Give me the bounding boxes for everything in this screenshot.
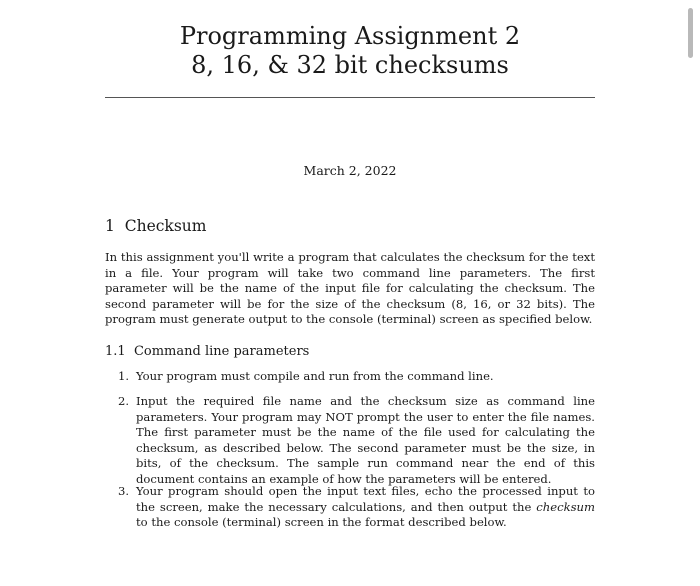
document-title bbox=[0, 22, 700, 80]
title-line-1: Programming Assignment 2 bbox=[179, 22, 521, 50]
list-item-text: Your program must compile and run from the command line. bbox=[136, 369, 494, 383]
list-item bbox=[105, 369, 595, 385]
subsection-title: Command line parameters bbox=[133, 344, 310, 359]
list-item-number: 1. bbox=[118, 369, 130, 383]
title-divider bbox=[105, 97, 595, 98]
list-item bbox=[105, 394, 595, 488]
list-item bbox=[105, 484, 595, 531]
section-paragraph: In this assignment you'll write a program that calculates the checksum for the text in a file. Your program will take two command line parameters. The first parameter will be the name of the input file for calculating the checksum. The second parameter will be for the size of the checksum (8, 16, or 32 bits). The program must generate output to the console (terminal) screen as specified below. bbox=[105, 250, 595, 327]
list-item-text-start: Your program should open the input text files, echo the processed input to the screen, make the necessary calculations, and then output the bbox=[136, 484, 595, 514]
list-item-text: Input the required file name and the checksum size as command line parameters. Your program may NOT prompt the user to enter the file names. The first parameter must be the name of the file used for calculating the checksum, as described below. The second parameter must be the size, in bits, of the checksum. The sample run command near the end of this document contains an example of how the parameters will be entered. bbox=[136, 394, 595, 486]
subsection-heading bbox=[105, 344, 309, 359]
section-heading bbox=[105, 217, 206, 235]
section-number: 1 bbox=[105, 217, 115, 235]
list-item-number: 3. bbox=[118, 484, 130, 498]
list-item-number: 2. bbox=[118, 394, 130, 408]
list-item-text-end: to the console (terminal) screen in the format described below. bbox=[136, 515, 507, 530]
list-item-text bbox=[136, 484, 595, 531]
document-date: March 2, 2022 bbox=[303, 163, 397, 178]
section-title: Checksum bbox=[124, 217, 207, 235]
subsection-number: 1.1 bbox=[105, 344, 126, 359]
checksum-emphasis: checksum bbox=[536, 499, 595, 514]
title-line-2: 8, 16, & 32 bit checksums bbox=[191, 51, 509, 79]
